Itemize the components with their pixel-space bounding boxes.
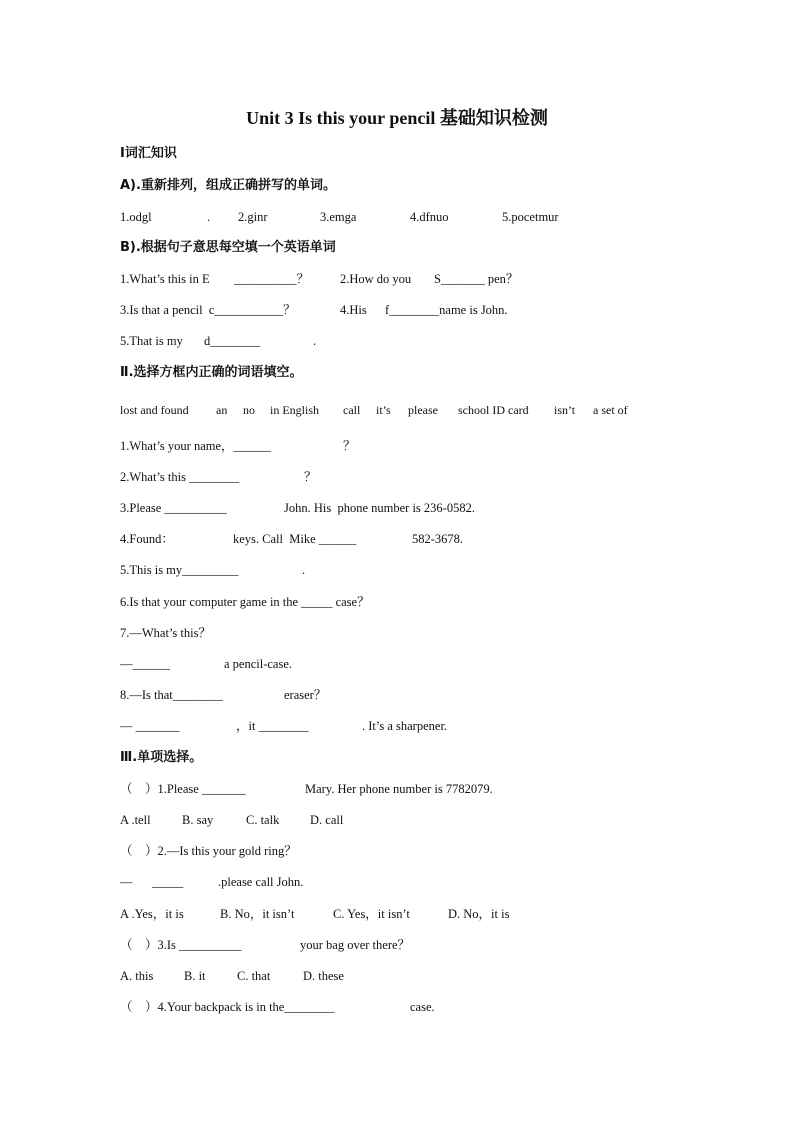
wordbank-item: a set of <box>593 403 628 417</box>
part-b-heading: B).根据句子意思每空填一个英语单词 <box>120 240 336 255</box>
wordbank-item: it’s <box>376 403 391 417</box>
sec2-q5b: . <box>302 563 306 577</box>
sec2-q6: 6.Is that your computer game in the _____ case？ <box>120 595 370 609</box>
sec2-q4b: keys. Call Mike ______ <box>233 532 357 546</box>
sec2-q8-answer-a: — _______ <box>120 719 180 733</box>
mc-q1-option-b: B. say <box>182 813 214 827</box>
mc-q4a: （ ）4.Your backpack is in the________ <box>120 1000 335 1014</box>
fill-line-2a: 3.Is that a pencil c___________？ <box>120 303 296 317</box>
mc-q2-line-a: — <box>120 875 133 889</box>
fill-line-2b: 4.His <box>340 303 367 317</box>
sec2-q1b: ？ <box>343 439 356 453</box>
mc-q2-option-b: B. No，it isn’t <box>220 907 295 921</box>
mc-q1-option-d: D. call <box>310 813 344 827</box>
sec2-q8a: 8.—Is that________ <box>120 688 223 702</box>
scramble-word-4: 4.dfnuo <box>410 210 449 224</box>
sec2-q8-answer-c: . It’s a sharpener. <box>362 719 448 733</box>
sec2-q4c: 582-3678. <box>412 532 464 546</box>
wordbank-item: call <box>343 403 361 417</box>
mc-q2-line-c: .please call John. <box>218 875 304 889</box>
sec2-q2a: 2.What’s this ________ <box>120 470 240 484</box>
fill-line-2c: f________name is John. <box>385 303 508 317</box>
mc-q3-option-b: B. it <box>184 969 206 983</box>
sec2-q8b: eraser？ <box>284 688 327 702</box>
mc-q2-option-c: C. Yes，it isn’t <box>333 907 410 921</box>
scramble-word-2: 2.ginr <box>238 210 268 224</box>
page-title: Unit 3 Is this your pencil 基础知识检测 <box>246 108 548 128</box>
fill-line-1a: 1.What’s this in E <box>120 272 210 286</box>
sec2-q7-answer-b: a pencil-case. <box>224 657 293 671</box>
sec2-q3b: John. His phone number is 236-0582. <box>284 501 475 515</box>
mc-q4b: case. <box>410 1000 435 1014</box>
sec2-q4a: 4.Found： <box>120 532 174 546</box>
wordbank-item: school ID card <box>458 403 529 417</box>
wordbank-item: please <box>408 403 438 417</box>
scramble-word-3: 3.emga <box>320 210 357 224</box>
mc-q2-option-a: A .Yes，it is <box>120 907 184 921</box>
mc-q3b: your bag over there？ <box>300 938 411 952</box>
mc-q3-option-a: A. this <box>120 969 154 983</box>
mc-q3-option-d: D. these <box>303 969 344 983</box>
section-2-heading: Ⅱ.选择方框内正确的词语填空。 <box>120 365 303 380</box>
part-a-heading: A).重新排列，组成正确拼写的单词。 <box>120 178 336 193</box>
scramble-word-5: 5.pocetmur <box>502 210 559 224</box>
sec2-q7: 7.—What’s this？ <box>120 626 211 640</box>
fill-line-1d: S_______ pen？ <box>434 272 519 286</box>
fill-line-3a: 5.That is my <box>120 334 183 348</box>
fill-line-1c: 2.How do you <box>340 272 412 286</box>
sec2-q3a: 3.Please __________ <box>120 501 227 515</box>
mc-q2-option-d: D. No，it is <box>448 907 510 921</box>
fill-line-1b: __________？ <box>234 272 310 286</box>
fill-line-3b: d________ <box>204 334 261 348</box>
sec2-q7-answer-a: —______ <box>120 657 170 671</box>
mc-q2: （ ）2.—Is this your gold ring？ <box>120 844 297 858</box>
sec2-q2b: ？ <box>304 470 317 484</box>
sec2-q5a: 5.This is my_________ <box>120 563 239 577</box>
wordbank-item: no <box>243 403 255 417</box>
scramble-dot: . <box>207 210 211 224</box>
mc-q1b: Mary. Her phone number is 7782079. <box>305 782 493 796</box>
mc-q1a: （ ）1.Please _______ <box>120 782 246 796</box>
sec2-q1a: 1.What’s your name，______ <box>120 439 272 453</box>
mc-q1-option-a: A .tell <box>120 813 151 827</box>
mc-q3a: （ ）3.Is __________ <box>120 938 242 952</box>
wordbank-item: an <box>216 403 228 417</box>
mc-q1-option-c: C. talk <box>246 813 280 827</box>
wordbank-item: lost and found <box>120 403 189 417</box>
scramble-word-1: 1.odgl <box>120 210 152 224</box>
section-3-heading: Ⅲ.单项选择。 <box>120 750 203 765</box>
sec2-q8-answer-b: ，it ________ <box>236 719 309 733</box>
mc-q3-option-c: C. that <box>237 969 271 983</box>
wordbank-item: isn’t <box>554 403 576 417</box>
mc-q2-line-b: _____ <box>152 875 184 889</box>
wordbank-item: in English <box>270 403 320 417</box>
section-1-heading: Ⅰ词汇知识 <box>120 146 177 161</box>
fill-line-3c: . <box>313 334 317 348</box>
